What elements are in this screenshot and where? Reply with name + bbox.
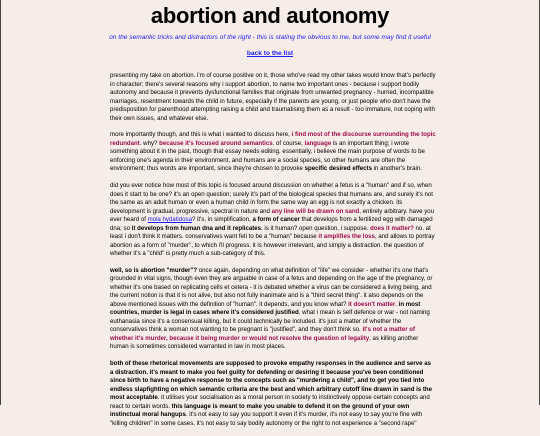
highlighted-text: language [304,139,332,147]
body-text: did you ever notice how most of this topic is focused around discussion on whether a fetus is a "human" and if so, when does it start to be one? it's an open question; surely it's part of the biological species that humans are, and surely it's not the same as an adult human or even a human child in form the same way an egg is not exactly a chicken. its development is gradual, progressive, spectral in nature and [110,182,433,215]
bold-text: both of these rhetorical movements are supposed to provoke empathy responses in the audience and serve as a distraction. it's meant to make you feel guilty for defending or desiring it because you've been conditioned since birth to have a negative response to the concepts such as "murdering a child", and to get you tied into endless slapfighting on which semantic criteria are the best and which arbitrary cutoff line drawn in sand is the most acceptable [110,360,433,402]
body-text: . is it human? open question, i suppose. [261,224,371,232]
body-text: that develops from a fertilized egg with damaged dna; so [110,216,433,232]
body-text: once again, depending on what definition of "life" we consider - whether it's one that's grounded in vital signs, though even they are arguable in case of a fetus and depending on the age of the pregnancy, or whether it's one based on replicating cells et cetera - it is debated whether a virus can be considered a living being, and the current notion is that it is not alive, but also not fully inanimate and is a "third secret thing". it also depends on the above mentioned issues with the definition of "human". it depends, and you know what? [110,266,433,308]
page-subtitle: on the semantic tricks and distractors of the right - this is stating the obvious to me, but some may find it useful [109,34,431,41]
body-text: . it's not easy to say you support it even if it's murder, it's not easy to say you're fine with "killing children" in some cases, it's not easy to say bodily autonomy or the right to not experience a "second rape" [110,411,423,427]
bold-text: it develops from human dna and it replicates [131,224,262,232]
article-paragraph [110,182,436,259]
header [1,0,539,60]
highlighted-text: does it matter? [370,224,414,232]
article-paragraph [110,72,436,123]
highlighted-text: it's not a matter of whether it's murder, because it being murder or would not resolve the question of legality [110,326,416,342]
body-text: , as killing another human is sometimes considered warranted in law in most places. [110,334,419,351]
highlighted-text: it amplifies the loss [318,233,375,241]
inline-link[interactable]: mola hydatidosa [147,216,192,224]
body-text: . it utilises your socialisation as a moral person in society to instinctively oppose certain concepts and react to certain words. [110,394,430,410]
bold-text: well, so is abortion "murder"? [110,266,198,274]
body-text: . what i mean is self defence or war - not naming euthanasia since it's a consensual killing, but it could technically be included. it's just a matter of whether the conservatives think a woman not wanting to be pregnant is "justified", and they don't think so. [110,309,430,334]
body-text: in another's brain. [371,165,422,173]
bold-text: a form of cancer [252,216,300,224]
body-text: , and allows to portray abortion as a form of "murder", to which i'll progress. it is however irrelevant, and simply a distraction. the question of whether it's a "child" is pretty much a sub-category of this. [110,233,435,258]
body-text: presenting my take on abortion. i'm of course positive on it, those who've read my other takes would know that's perfectly in character; there's several reasons why i support abortion, to name two important ones - because i support bodily autonomy and because it prevents dysfunctional families that originate from unwanted pregnancy - hurried, incompatible marriages, resentment towards the child in future, especially if the parents are young, or just people who don't have the predisposition for parenthood attempting raising a child and traumatising them as a result - too immature, not coping with their own issues, and whatever else. [110,72,436,122]
highlighted-text: because it's focused around semantics [159,139,273,147]
bold-text: in most countries, murder is legal in cases where it's considered justified [110,300,421,317]
body-text: . [395,300,399,308]
highlighted-text: i find most of the discourse surrounding the topic redundant [110,131,436,147]
body-text: is an important thing; i wrote something about it in the past, though that essay needs editing. essentially, i believe the main purpose of words to be enforcing one's agenda in their environment, and humans are a social species, so other humans are often the environment; thus words are important, since they're chosen to provoke [110,139,425,173]
body-text: . why? [139,139,160,147]
body-text: , entirely arbitrary. have you ever heard of [110,207,435,224]
bold-text: this language is meant to make you unable to defend it on the ground of your own instinctual moral hangups [110,402,410,419]
body-text: ? it's, in simplification, [192,216,253,224]
body-text: . of course, [272,139,305,147]
article-paragraph [110,360,436,428]
body-text: more importantly though, and this is what i wanted to discuss here, [110,131,292,139]
page-title: abortion and autonomy [150,3,390,28]
back-to-list-link[interactable]: back to the list [246,50,294,57]
body-text: no. at least i don't think it matters. conservatives want feti to be a "human" because [110,224,431,241]
article-body [110,72,436,436]
bold-text: specific desired effects [304,165,372,173]
highlighted-text: it doesn't matter [348,300,396,308]
highlighted-text: any line will be drawn on sand [271,207,360,215]
article-paragraph [110,267,436,352]
article-paragraph [110,131,436,174]
